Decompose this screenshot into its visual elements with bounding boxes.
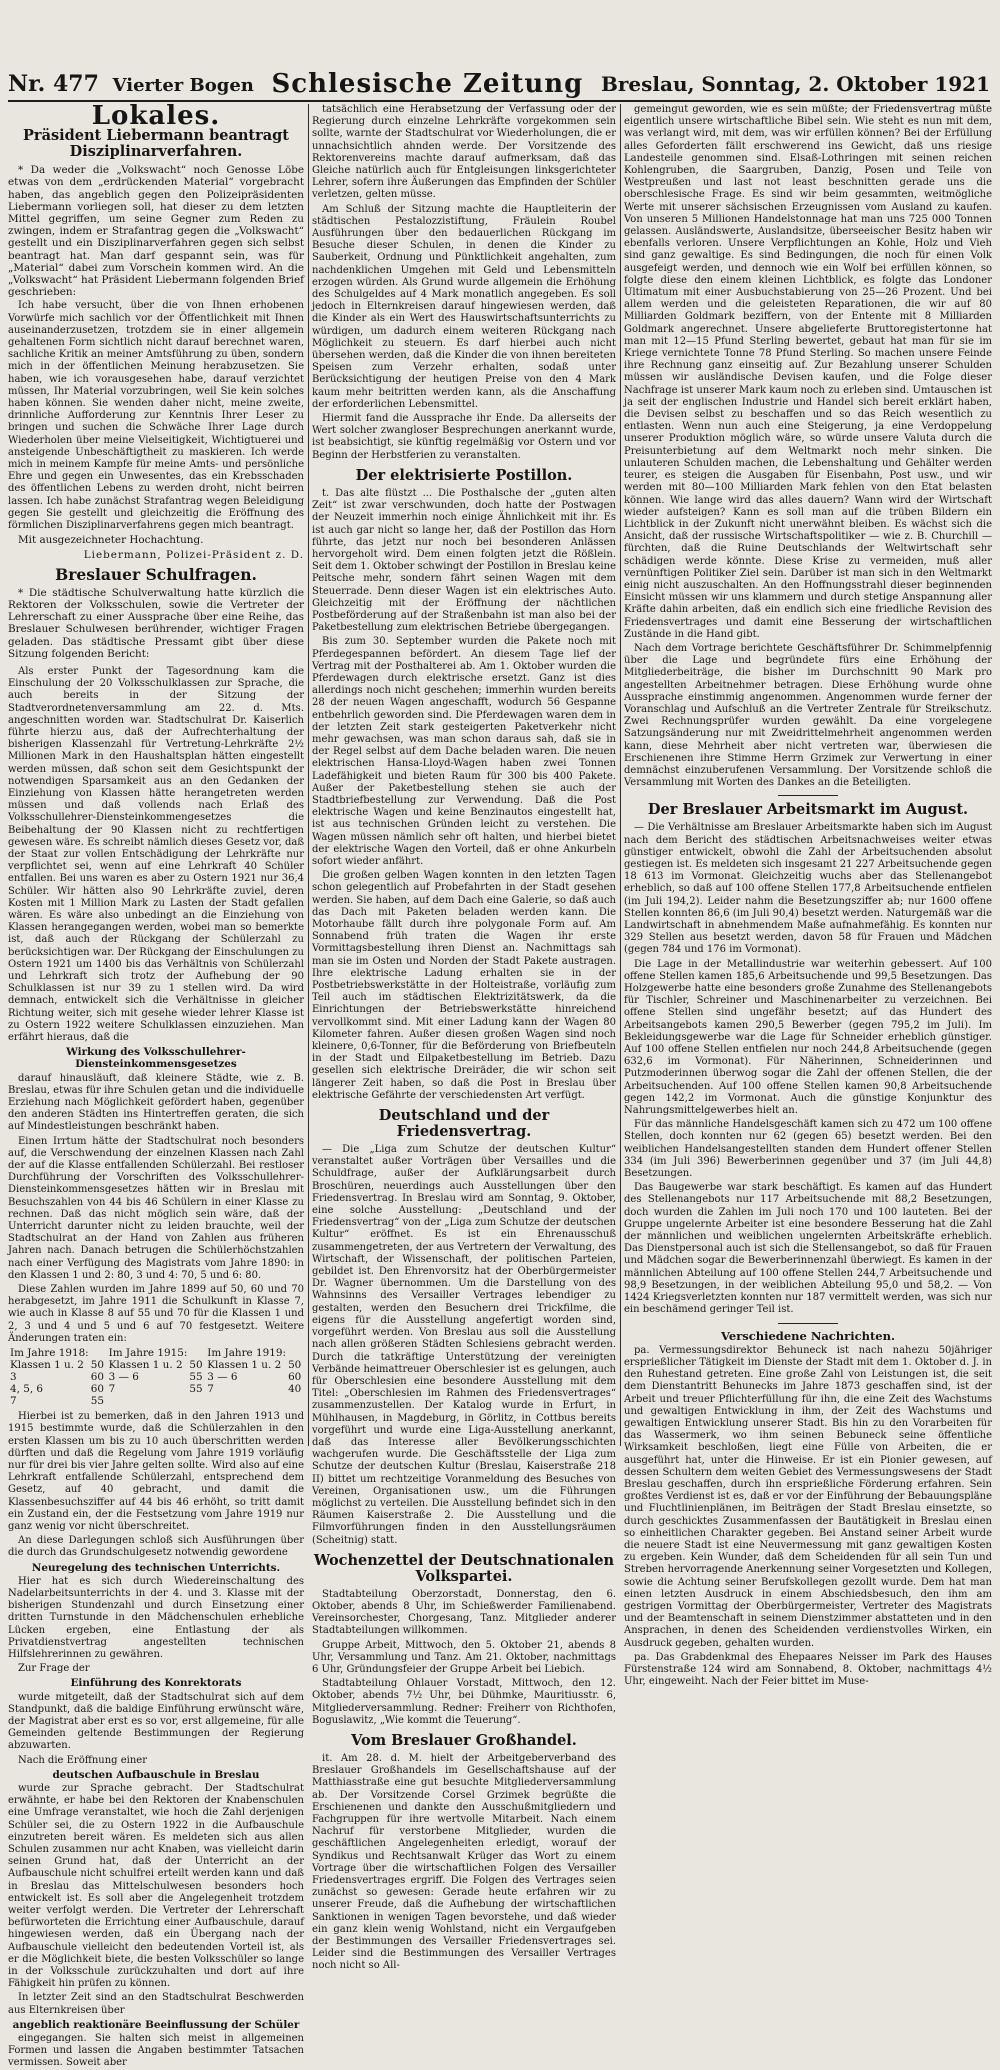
table-cell <box>205 1395 286 1407</box>
paragraph: Zur Frage der <box>18 1663 90 1675</box>
table-cell: Klassen 1 u. 2 <box>10 1359 84 1372</box>
signature: Liebermann, Polizei-Präsident z. D. <box>83 548 304 561</box>
paragraph: Nach die Eröffnung einer <box>18 1754 147 1766</box>
paragraph: Die großen gelben Wagen konnten in den letzten Tagen schon gelegentlich auf Probefahrten in der Stadt gesehen werden. Sie haben, auf dem Dach eine Galerie, so daß auch das Dach mit Paketen beladen werden kann. Die Motorhaube fällt durch ihre polygonale Form auf. Am Sonnabend früh traten die Wagen ihr erste Vormittagsbestellung ihren Dienst an. Nachmittags sah man sie im Osten und Norden der Stadt Pakete austragen. Ihre elektrische Ladung erhalten sie in der Postbetriebswerkstätte in der Holteistraße, vorläufig zum Teil auch im städtischen Elektrizitätswerk, da die Einrichtungen der Betriebswerkstätte hinreichend vervollkommt sind. Mit einer Ladung kann der Wagen 80 Kilometer fahren. Außer diesen großen Wagen sind noch kleinere, 0,6-Tonner, für die Beförderung von Briefbeuteln in der Stadt und Eilpaketbestellung im Betrieb. Dazu gesellen sich elektrische Dreiräder, die wir schon seit längerer Zeit haben, so daß die Post in Breslau über elektrische Gefährte der verschiedensten Art verfügt. <box>312 870 616 1101</box>
paragraph: Bis zum 30. September wurden die Pakete noch mit Pferdegespannen befördert. An diesem Tage lief der Vertrag mit der Posthalterei ab. Am 1. Oktober wurden die Pferdewagen durch elektrische ersetzt. Ganz ist dies allerdings noch nicht geschehen; immerhin wurden bereits 28 der neuen Wagen angeschafft, wodurch 56 Gespanne entbehrlich geworden sind. Die Pferdewagen waren dem in der letzten Zeit stark gesteigerten Paketverkehr nicht mehr gewachsen, was man schon daraus sah, daß sie in der Regel selbst auf dem Dache beladen waren. Die neuen elektrischen Hansa-Lloyd-Wagen haben zwei Tonnen Ladefähigkeit und bieten Raum für 300 bis 400 Pakete. Außer der Paketbestellung stehen sie auch der Stadtbriefbestellung zur Verwendung. Daß die Post elektrische Wagen und keine Benzinautos eingestellt hat, ist aus technischen Gründen leicht zu verstehen. Die Wagen müssen nämlich sehr oft halten, und hierbei bietet der elektrische Wagen den Vorteil, daß er ohne Ankurbeln sofort wieder anfährt. <box>312 636 616 867</box>
subheading: deutschen Aufbauschule in Breslau <box>52 1768 260 1781</box>
paragraph: Stadtabteilung Ohlauer Vorstadt, Mittwoch, den 12. Oktober, abends 7½ Uhr, bei Dühmke, Mauritiusstr. 6, Mitgliederversammlung. Redner: Freiherr von Richthofen, Boguslawitz, „Wie kommt die Teuerung“. <box>312 1678 616 1726</box>
paragraph: gemeingut geworden, wie es sein müßte; der Friedensvertrag müßte eigentlich unsere wirtschaftliche Bibel sein. Wie steht es nun mit dem, was verlangt wird, mit dem, was wir erfüllen können? Bei der Erfüllung alles Geforderten fällt erschwerend ins Gewicht, daß uns riesige Landesteile genommen sind. Elsaß-Lothringen mit seinen reichen Kohlengruben, die Saargruben, Danzig, Posen und Teile von Westpreußen und last not least beschnitten gerade uns die oberschlesische Frage. Es sind wir beim gesammten, weitmögliche Werte mit unserer sächsischen Erzeugnissen vom Ausland zu kaufen. Von unseren 5 Millionen Handelstonnage hat man uns 725 000 Tonnen gelassen. Ausländswerte, Auslandsitze, überseeischer Besitz haben wir ebenfalls verloren. Unsere Verpflichtungen an Kohle, Holz und Vieh sind ganz gewaltige. Es sind Bedingungen, die noch für einen Volk ausgefeigt werden, und dennoch wie ein Wolf bei erfüllen können, so folgte diese den einem kleinen Lichtblick, es folgte das Londoner Ultimatum mit einer Ausbuchstabierung von 25—26 Prozent. Und bei allem werden und die geleisteten Reparationen, die wir auf 80 Milliarden Goldmark beziffern, von der Entente mit 8 Milliarden Goldmark angerechnet. Unsere abgelieferte Bruttoregistertonne hat man mit 12—15 Pfund Sterling bewertet, gebaut hat man für sie im Kriege vernichtete Tonne 78 Pfund Sterling. So machen unsere Feinde ihre Rechnung ganz einseitig auf. Zur Bezahlung unserer Schulden müssen wir ausländische Devisen kaufen, und die Folge dieser Nachfrage ist unserer Mark kaum noch zu erleben sind. Umtauschen ist ja seit der englischen Industrie und Handel sich bereit erklärt haben, die Devisen selbst zu beschaffen und so das Reich wesentlich zu entlasten. Wenn nun auch eine Steigerung, ja eine Verdoppelung unserer Produktion möglich wäre, so würde unsere Valuta durch die Preisunterbietung auf dem Weltmarkt noch mehr sinken. Die unlauteren Schulden machen, die Lebenshaltung und Gehälter werden teurer, es steigen die Ausgaben für Eisenbahn, Post usw., und wir werden mit 80—100 Milliarden Mark fehlen von den Etat belasten können. Wie lange wird das alles dauern? Wann wird der Wirtschaft wieder aufsteigen? Kann es soll man auf die trüben Bildern ein Lichtblick in der Zukunft nicht unerwähnt bleiben. Es wächst sich die Ansicht, daß der russische Wirtschaftspolitiker — wie z. B. Churchill — fürchten, daß die Ruine Deutschlands der Weltwirtschaft sehr schädigen werde könnte. Diese Krise zu vermeiden, muß aller vernünftigen Politiker Ziel sein. Darüber ist man sich in den Weltmarkt einig nicht auszuschalten. An den Hoffnungsstrahl dieser beginnenden Einsicht müssen wir uns klammern und durch stetige Anspannung aller Kräfte dahin arbeiten, daß ein endlich sich eine friedliche Revision des Friedensvertrages und damit eine Besserung der wirtschaftlichen Zustände in die Hand gibt. <box>624 104 992 640</box>
table-header: Im Jahre 1915: <box>108 1347 188 1360</box>
table-cell: 7 <box>10 1395 17 1408</box>
article-title: Präsident Liebermann beantragt Disziplinarverfahren. <box>23 127 289 161</box>
dateline: Breslau, Sonntag, 2. Oktober 1921 <box>600 72 990 96</box>
paragraph: * Die städtische Schulverwaltung hatte kürzlich die Rektoren der Volksschulen, sowie die Vertreter der Lehrerschaft zu einer Aussprache über eine Reihe, das Breslauer Schulwesen berührender, wichtiger Fragen geladen. Das städtische Pressamt gibt über diese Sitzung folgenden Bericht: <box>8 586 304 660</box>
table-cell: 60 <box>90 1371 105 1384</box>
table-cell: 7 <box>207 1383 214 1396</box>
article-title: Wochenzettel der Deutschnationalen Volkspartei. <box>313 1551 615 1585</box>
column-rule <box>620 104 621 1446</box>
paragraph: pa. Vermessungsdirektor Behuneck ist nach nahezu 50jähriger ersprießlicher Tätigkeit im Dienste der Stadt mit dem 1. Oktober d. J. in den Ruhestand getreten. Eine große Zahl von Leistungen ist, die seit dem Dienstantritt Behunecks im Jahre 1873 geschaffen sind, ist der Arbeit und treuer Pflichterfüllung für ihn, die eine Zeit des Wachstums und gewaltigen Entwicklung in ihm, der Zeit des Wachstums und gewaltigen Entwicklung unserer Stadt. Bis hin zu den Vorarbeiten für das Wassermerk, wo ihm seinen Bebuneck seine öffentliche Wirksamkeit beschloßen, liegt eine Fülle von Arbeiten, die er ausgeführt hat, unter die Hinweise. Er ist ein Pionier gewesen, auf dessen Schultern dem weiten Gebiet des Vermessungswesens der Stadt Breslau geschaffen, durch ihn ersprießliche Förderung erfahren. Sein großtes Verdienst ist es, daß er vor der Einführung der Bebauungspläne und Fluchtlinienplänen, im Beiträgen der Stadt Breslau einsetzte, so durch geschicktes Zusammenfassen der Bautätigkeit in Breslau einen so einheitlichen Charakter gegeben. Bei Anstand seiner Arbeit wurde die neuere Stadt ist eine Neuvermessung mit ganz gewaltigen Kosten zu ergeben. Kein Wunder, daß dem Scheidenden für all sein Tun und Streben hervorragende Anerkennung seiner Vorgesetzten und Kollegen, sowie die Achtung seiner Berufskollegen gezollt wurde. Dem hat man einen letzten Ausdruck in einem Abschiedsbesuch, den ihm am gestrigen Vormittag der Oberbürgermeister, Vertreter des Magistrats und der Beamtenschaft in seinem Dienstzimmer abstatteten und in den Ansprachen, in denen des Scheidenden verdienstvolles Wirken, ein Ausdruck gegeben, gehalten wurden. <box>624 1344 992 1649</box>
paragraph: Für das männliche Handelsgeschäft kamen sich zu 472 um 100 offene Stellen, doch konnten nur 62 (gegen 65) besetzt werden. Bei den weiblichen Handelsangestellten standen dem Hundert offener Stellen 334 (im Juli 396) Bewerberinnen gegenüber und 37 (im Juli 44,8) Besetzungen. <box>624 1119 992 1180</box>
paragraph: Das Baugewerbe war stark beschäftigt. Es kamen auf das Hundert des Stellenangebots nur 117 Arbeitsuchende mit 88,2 Besetzungen, doch wurden die Zahlen im Juli noch 170 und 100 lauteten. Bei der Gruppe ungelernte Arbeiter ist eine besondere Besserung hat die Zahl der männlichen und weiblichen ungelernten Arbeitskräfte erheblich. Das Dienstpersonal auch ist sich die Stellensangebot, so daß für Frauen und Mädchen sogar die Bewerberinnenzahl überwiegt. Es kamen in der männlichen Abteilung auf 100 offene Stellen 244,7 Arbeitsuchende und 98,9 Besetzungen, in der weiblichen Abteilung 95,0 und 58,2. — Von 1424 Kriegsverletzten konnten nur 187 vermittelt werden, was sich nur ein beschämend geringer Teil ist. <box>624 1182 992 1316</box>
table-cell: 3 — 6 <box>207 1371 238 1384</box>
article-title: Verschiedene Nachrichten. <box>721 1328 895 1343</box>
article-title: Deutschland und der Friedensvertrag. <box>378 1107 550 1141</box>
paragraph: Stadtabteilung Oberzorstadt, Donnerstag, den 6. Oktober, abends 8 Uhr, im Schießwerder Familienabend. Vereinsorchester, Chorgesang, Tanz. Mitglieder anderer Stadtabteilungen willkommen. <box>312 1588 616 1637</box>
paragraph: Als erster Punkt der Tagesordnung kam die Einschulung der 20 Volksschulklassen zur Sprache, die auch bereits in der Sitzung der Stadtverordnetenversammlung am 22. d. Mts. angeschnitten worden war. Stadtschulrat Dr. Kaiserlich führte hierzu aus, daß der Aufrechterhaltung der bisherigen Klassenzahl für Vertretung-Lehrkräfte 2½ Millionen Mark in den Haushaltsplan hätten eingestellt werden müssen, daß schon seit dem Gesichtspunkt der notwendigen Sparsamkeit aus an den Gedanken der Einziehung von Klassen hätte herangetreten werden müssen und daß vollends nach Erlaß des Volksschullehrer-Diensteinkommengesetzes die Beibehaltung der 90 Klassen nicht zu rechtfertigen gewesen wäre. Es schreibt nämlich dieses Gesetz vor, daß der Staat zur vollen Entschädigung der Lehrkräfte nur verpflichtet sei, wenn auf eine Lehrkraft 40 Schüler entfallen. Bei uns waren es aber zu Ostern 1921 nur 36,4 Schüler. Wir hätten also 90 Lehrkräfte zuviel, deren Kosten mit 1 Million Mark zu Lasten der Stadt gefallen wären. Es wäre also unbedingt an die Einziehung von Klassen herangegangen werden, wobei man so bemerkte ist, daß auch der Rückgang der Schülerzahl zu berücksichtigen war. Der Rückgang der Einschulungen zu Ostern 1921 um 1400 bis das Verhältnis von Schülerzahl und Lehrkraft sich trotz der Aufhebung der 90 Schulklassen ist nur 39 zu 1 stellen wird. Da wird demnach, entwickelt sich die Verhältnisse in gleicher Richtung weiter, sich mit gesehe wieder lehrer Klasse ist zu Ostern 1922 weitere Schulklassen einzuziehen. Man erfährt hieraus, daß die <box>8 665 304 1044</box>
table-header: Im Jahre 1918: <box>10 1347 89 1360</box>
table-row <box>8 1359 304 1371</box>
table-cell: 40 <box>288 1383 302 1396</box>
subheading: Wirkung des Volksschullehrer-Diensteinkommensgesetzes <box>66 1046 246 1071</box>
table-cell: 50 <box>288 1359 302 1372</box>
class-size-table <box>8 1347 304 1407</box>
section-title: Lokales. <box>91 101 221 131</box>
paragraph: An diese Darlegungen schloß sich Ausführungen über die durch das Grundschulgesetz notwendig gewordene <box>8 1535 304 1559</box>
article-title: Vom Breslauer Großhandel. <box>351 1731 577 1749</box>
paragraph: t. Das alte flüstzt ... Die Posthalsche der „guten alten Zeit“ ist zwar verschwunden, doch hatte der Postwagen der Neuzeit immerhin noch einige Ähnlichkeit mit ihr. Es ist auch gar nicht so lange her, daß der Postillon das Horn führte, das jetzt nur noch bei besonderen Anlässen hervorgeholt wird. Dem einen folgten jetzt die Rößlein. Seit dem 1. Oktober schwingt der Postillon in Breslau keine Peitsche mehr, sondern fährt seinen Wagen mit dem Steuerrade. Denn dieser Wagen ist ein elektrisches Auto. Gleichzeitig mit der Eröffnung der nächtlichen Postbeförderung auf der Straßenbahn ist man also bei der Paketbestellung zum elektrischen Betriebe übergegangen. <box>312 487 616 634</box>
paragraph: eingegangen. Sie halten sich meist in allgemeinen Formen und lassen die Angaben bestimmter Tatsachen vermissen. Soweit aber <box>8 2033 304 2069</box>
column-3 <box>624 104 992 1688</box>
paragraph: Einen Irrtum hätte der Stadtschulrat noch besonders auf, die Verschwendung der einzelnen Klassen nach Zahl der auf die Klasse entfallenden Schülerzahl. Bei restloser Durchführung der Vorschriften des Volksschullehrer-Diensteinkommensgesetzes hätten wir in Breslau mit Besuchszahlen von 44 bis 46 Schülern in einer Klasse zu rechnen. Daß das nicht möglich sein wäre, daß der Unterricht darunter nicht zu leiden brauchte, weil der Stadtschulrat an der Hand von Zahlen aus früheren Jahren nach. Danach betrugen die Schülerhöchstzahlen nach einer Verfügung des Magistrats vom Jahre 1890: in den Klassen 1 und 2: 80, 3 und 4: 70, 5 und 6: 80. <box>8 1135 304 1281</box>
table-cell: 55 <box>90 1395 105 1408</box>
table-row <box>8 1395 304 1407</box>
table-header-row <box>8 1347 304 1359</box>
paragraph: — Die Verhältnisse am Breslauer Arbeitsmarkte haben sich im August nach dem Bericht des städtischen Arbeitsnachweises weiter etwas günstiger entwickelt, obwohl die Zahl der Arbeitsuchenden absolut gestiegen ist. Es meldeten sich insgesamt 21 227 Arbeitsuchende gegen 18 613 im Vormonat. Gleichzeitig wuchs aber das Stellenangebot erheblich, so daß auf 100 offene Stellen 177,8 Arbeitsuchende entfielen (im Juli 194,2). Leider nahm die Besetzungsziffer ab; nur 1600 offene Stellen konnten 86,6 (im Juli 90,4) besetzt werden. Naturgemäß war die Landwirtschaft in abnehmendem Maße aufnahmefähig. Es konnten nur 329 Stellen aus besetzt werden, davon 58 für Frauen und Mädchen (gegen 784 und 176 im Vormonat). <box>624 822 992 956</box>
table-cell: 55 <box>189 1383 203 1396</box>
issue-info <box>8 71 254 97</box>
table-cell <box>286 1395 304 1407</box>
subheading: Neuregelung des technischen Unterrichts. <box>31 1561 281 1574</box>
masthead <box>8 68 990 102</box>
table-row <box>8 1383 304 1395</box>
table-header: Im Jahre 1919: <box>207 1347 286 1360</box>
paragraph: Hierbei ist zu bemerken, daß in den Jahren 1913 und 1915 bestimmte wurde, daß die Schülerzahlen in den ersten Klassen um bis zu 10 auch überschritten werden dürften und daß die Regelung vom Jahre 1919 vorläufig nur für drei bis vier Jahre gelten sollte. Wird also auf eine Lehrkraft entfallende Schülerzahl, entsprechend dem Gesetz, auf 40 gebracht, und damit die Klassenbesuchsziffer auf 44 bis 46 erhöht, so tritt damit ein Zustand ein, der die Festsetzung vom Jahre 1919 nur ganz wenig vor nicht überschreitet. <box>8 1411 304 1532</box>
paragraph: wurde mitgeteilt, daß der Stadtschulrat sich auf dem Standpunkt, daß die baldige Einführung erwünscht wäre, der Magistrat aber erst es so vor, erst allgemeine, für alle Gemeinden geltende Bestimmungen der Regierung abzuwarten. <box>8 1691 304 1752</box>
paragraph: Mit ausgezeichneter Hochachtung. <box>18 534 204 547</box>
subheading: Einführung des Konrektorats <box>70 1677 242 1690</box>
article-title: Breslauer Schulfragen. <box>55 564 257 584</box>
letter-text: Ich habe versucht, über die von Ihnen erhobenen Vorwürfe mich sachlich vor der Öffentlichkeit mit Ihnen auseinanderzusetzen, trotzdem sie in einer allgemein gehaltenen Form sichtlich nicht darauf berechnet waren, sachliche Kritik an meiner Amtsführung zu üben, sondern mich in der öffentlichen Meinung herabzusetzen. Sie haben, wie ich vorausgesehen habe, darauf verzichtet müssen, Ihr Material vorzubringen, weil Sie kein solches haben können. Sie wenden daher nicht, meine zweite, drinnliche Aufforderung zur Kenntnis Ihrer Leser zu bringen und suchen die Schwäche Ihrer Lage durch Wiederholen über meine Vielseitigkeit, Wichtigtuerei und ansteigende Unbeschäftigtheit zu maskieren. Ich werde mich in meinem Kampfe für meine Amts- und persönliche Ehre und gegen ein Unwesentes, das ein Krebsschaden des öffentlichen Lebens zu werden droht, nicht beirren lassen. Ich habe zunächst Strafantrag wegen Beleidigung gegen Sie gestellt und gleichzeitig die Eröffnung des förmlichen Disziplinarverfahrens gegen mich beantragt. <box>8 300 304 532</box>
issue-number: Nr. 477 <box>8 71 99 97</box>
paragraph: Die Lage in der Metallindustrie war weiterhin gebessert. Auf 100 offene Stellen kamen 185,6 Arbeitsuchende und 99,5 Besetzungen. Das Holzgewerbe hatte eine besonders große Zunahme des Stellenangebots für Tischler, Schreiner und Maschinenarbeiter zu verzeichnen. Bei offene Stellen sind ungefähr besetzt; auf das Hundert des Arbeitsangebots kamen 290,5 Bewerber (gegen 795,2 im Juli). Im Bekleidungsgewerbe war die Lage für Schneider erheblich günstiger. Auf 100 offene Stellen entfielen nur noch 244,8 Arbeitsuchende (gegen 632,6 im Vormonat). Für Näherinnen, Schneiderinnen und Putzmoderinnen überwog sogar die Zahl der offenen Stellen, die der Arbeitsuchenden. Auf 100 offene Stellen kamen 90,8 Arbeitsuchende gegen 142,2 im Vormonat. Auch die günstige Konjunktur des Nahrungsmittelgewerbes hielt an. <box>624 958 992 1117</box>
table-cell <box>107 1395 188 1407</box>
table-cell: 50 <box>189 1359 203 1372</box>
paragraph: Diese Zahlen wurden im Jahre 1899 auf 50, 60 und 70 herabgesetzt, im Jahre 1911 die Schulkunft in Klasse 7, wie auch in Klasse 8 auf 55 und 70 für die Klassen 1 und 2, 3 und 4 und 5 und 6 auf 70 festgesetzt. Weitere Änderungen traten ein: <box>8 1284 304 1344</box>
article-title: Der elektrisierte Postillon. <box>355 466 573 484</box>
article-title: Der Breslauer Arbeitsmarkt im August. <box>647 801 969 819</box>
paragraph: Am Schluß der Sitzung machte die Hauptleiterin der städtischen Pestalozzistiftung, Fräulein Roubel Ausführungen über den bedauerlichen Rückgang im Besuche dieser Schulen, in denen die Kinder zu Sauberkeit, Ordnung und Pünktlichkeit angehalten, zum nachdenklichen Umgehen mit Geld und Lebensmitteln erzogen würden. Als Grund wurde allgemein die Erhöhung des Schulgeldes auf 4 Mark monatlich angegeben. Es soll jedoch in Elternkreisen darauf hingewiesen werden, daß die Kinder als ein Wert des Hauswirtschaftsunterrichts zu würdigen, um dadurch einem weiteren Rückgang nach Möglichkeit zu steuern. Es darf hierbei auch nicht übersehen werden, daß die Kinder die von ihnen bereiteten Speisen zum Verzehr erhalten, sodaß unter Berücksichtigung der heutigen Preise von den 4 Mark kaum mehr beitritten werden kann, als die Anschaffung der erforderlichen Lebensmittel. <box>312 203 616 410</box>
divider <box>778 1323 838 1324</box>
paragraph: * Da weder die „Volkswacht“ noch Genosse Löbe etwas von dem „erdrückenden Material“ vorgebracht haben, das angeblich gegen den Polizeipräsidenten Liebermann vorliegen soll, hat dieser zu dem letzten Mittel gegriffen, um seine Gegner zum Reden zu zwingen, indem er Strafantrag gegen die „Volkswacht“ gestellt und ein Disziplinarverfahren gegen sich selbst beantragt hat. Man darf gespannt sein, was für „Material“ dabei zum Vorschein kommen wird. An die „Volkswacht“ hat Präsident Liebermann folgenden Brief geschrieben: <box>8 164 304 299</box>
column-rule <box>308 104 309 1446</box>
column-1 <box>8 101 304 2069</box>
divider <box>778 795 838 796</box>
paragraph: Hier hat es sich durch Wiedereinschaltung des Nadelarbeitsunterrichts in der 4. und 3. Klasse mit der bisherigen Stundenzahl und durch Einsetzung einer dritten Turnstunde in den Mädchenschulen erhebliche Lücken ergeben, eine Entlastung der als Privatdienstvertrag angestellten technischen Hilfslehrerinnen zu gewähren. <box>8 1575 304 1660</box>
table-cell: Klassen 1 u. 2 <box>207 1359 282 1372</box>
paragraph: wurde zur Sprache gebracht. Der Stadtschulrat erwähnte, er habe bei den Rektoren der Knabenschulen eine Umfrage veranstaltet, wie hoch die Zahl derjenigen Schüler sei, die zu Ostern 1922 in die Aufbauschule einzutreten bereit wären. Es meldeten sich aus allen Schulen zusammen nur acht Knaben, was vielleicht darin seinen Grund hat, daß der Unterricht an der Aufbauschule nicht schulfrei erteilt werden kann und daß in Breslau das Mittelschulwesen besonders hoch entwickelt ist. Es soll aber die Angelegenheit trotzdem weiter verfolgt werden. Die Vertreter der Lehrerschaft befürworteten die Errichtung einer Aufbauschule, darauf hingewiesen werden, daß ein Übergang nach der Aufbauschule vielleicht den bedeutenden Vorteil ist, als er die Möglichkeit biete, die besten Volksschüler so lange in der Volksschule zurückzuhalten und dort auf ihre Fähigkeit hin prüfen zu können. <box>8 1782 304 1990</box>
paragraph: pa. Das Grabdenkmal des Ehepaares Neisser im Park des Hauses Fürstenstraße 124 wird am Sonnabend, 8. Oktober, nachmittags 4½ Uhr, eingeweiht. Nach der Feier bittet im Muse- <box>624 1651 992 1688</box>
sheet-label: Vierter Bogen <box>112 75 254 96</box>
paragraph: tatsächlich eine Herabsetzung der Verfassung oder der Regierung durch einzelne Lehrkräfte vorgekommen sein sollte, warnte der Stadtschulrat vor Wiederholungen, die er unnachsichtlich ahnden werde. Der Vorsitzende des Rektorenvereins machte darauf aufmerksam, daß das Gleiche natürlich auch für Entgleisungen linksgerichteter Lehrer, sofern ihre Äußerungen das Empfinden der Schüler verletzen, gelten müsse. <box>312 104 616 201</box>
table-cell: Klassen 1 u. 2 <box>108 1359 183 1372</box>
table-cell: 50 <box>90 1359 105 1372</box>
table-cell: 60 <box>90 1383 105 1396</box>
paragraph: Nach dem Vortrage berichtete Geschäftsführer Dr. Schimmelpfennig über die Lage und begründete fürs eine Erhöhung der Mitgliederbeiträge, die bisher im Durchschnitt 90 Mark pro angestellten Arbeitnehmer betragen. Diese Erhöhung wurde ohne Aussprache einstimmig angenommen. Angenommen wurde ferner der Voranschlag und Aufschluß an die Vertreter Zentrale für Streikschutz. Zwei Rechnungsprüfer wurden gewählt. Da eine vorgelegene Satzungsänderung nur mit Zweidrittelmehrheit angenommen werden kann, diese Mehrheit aber nicht vertreten war, überwiesen die Erschienenen ihre Stimme Herrn Grzimek zur Verwertung in einer demnächst einzuberufenen Versammlung. Der Vorsitzende schloß die Versammlung mit Worten des Dankes an die Beteiligten. <box>624 642 992 789</box>
column-2 <box>312 104 616 1972</box>
table-cell: 3 <box>10 1371 17 1384</box>
table-cell: 4, 5, 6 <box>10 1383 44 1396</box>
subheading: angeblich reaktionäre Beeinflussung der Schüler <box>12 2018 300 2031</box>
paragraph: Gruppe Arbeit, Mittwoch, den 5. Oktober 21, abends 8 Uhr, Versammlung und Tanz. Am 21. Oktober, nachmittags 6 Uhr, Gründungsfeier der Gruppe Arbeit bei Liebich. <box>312 1639 616 1675</box>
paragraph: In letzter Zeit sind an den Stadtschulrat Beschwerden aus Elternkreisen über <box>8 1992 304 2016</box>
paragraph: Hiermit fand die Aussprache ihr Ende. Da allerseits der Wert solcher zwangloser Besprechungen anerkannt wurde, ist beabsichtigt, sie künftig regelmäßig vor Ostern und vor Beginn der Herbstferien zu veranstalten. <box>312 413 616 461</box>
table-cell <box>187 1395 205 1407</box>
paragraph: — Die „Liga zum Schutze der deutschen Kultur“ veranstaltet außer Vorträgen über Versailles und die Schuldfrage, außer der Aufklärungsarbeit durch Broschüren, neuerdings auch Ausstellungen über den Friedensvertrag. In Breslau wird am Sonntag, 9. Oktober, eine solche Ausstellung: „Deutschland und der Friedensvertrag“ von der „Liga zum Schutze der deutschen Kultur“ eröffnet. Es ist ein Ehrenausschuß zusammengetreten, der aus Vertretern der Verwaltung, des Wirtschaft, der Wissenschaft, der politischen Parteien, gebildet ist. Den Ehrenvorsitz hat der Oberbürgermeister Dr. Wagner übernommen. Um die Darstellung von des Wahnsinns des Versailler Vertrages lebendiger zu gestalten, werden den Besuchern drei Trickfilme, die eigens für die Ausstellung angefertigt worden sind, vorgeführt werden. Von Breslau aus soll die Ausstellung nach allen größeren Städten Schlesiens gebracht werden. Durch die tatkräftige Unterstützung der vereinigten Verbände heimattreuer Oberschlesier ist es gelungen, auch für Oberschlesien eine besondere Ausstellung mit dem Titel: „Oberschlesien im Rahmen des Friedensvertrages“ zusammenzustellen. Der Katalog wurde in Erfurt, in Mühlhausen, in Magdeburg, in Görlitz, in Cottbus bereits vorgeführt und wurde eine Liga-Ausstellung anerkannt, daß das Interesse aller Bevölkerungsschichten wachgerufen wurde. Die Geschäftsstelle der Liga zum Schutze der deutschen Kultur (Breslau, Kaiserstraße 218 II) bittet um rechtzeitige Voranmeldung des Besuches von Vereinen, Organisationen usw., um die Führungen möglichst zu verteilen. Die Ausstellung befindet sich in den Räumen Kaiserstraße 2. Die Ausstellung und die Filmvorführungen finden in den Ausstellungsräumen (Scheitnig) statt. <box>312 1144 616 1546</box>
paragraph: it. Am 28. d. M. hielt der Arbeitgeberverband des Breslauer Großhandels im Gesellschaftshause auf der Matthiasstraße eine gut besuchte Mitgliederversammlung ab. Der Vorsitzende Corsel Grzimek begrüßte die Erschienenen und dankte den Ausschußmitgliedern und Fachgruppen für ihre wertvolle Mitarbeit. Nach einem Nachruf für verstorbene Mitglieder, wurden die geschäftlichen Angelegenheiten erledigt, worauf der Syndikus und Rechtsanwalt Krüger das Wort zu einem Vortrage über die wirtschaftlichen Folgen des Versailler Friedensvertrages ergriff. Die Folgen des Vertrages seien zunächst so gewesen: Gerade heute erfahren wir zu unserer Freude, daß die Aufhebung der wirtschaftlichen Sanktionen in wenigen Tagen bevorstehe, und daß wieder ein ganz klein wenig Wohlstand, nicht ein Vergaufgeben der Bestimmungen des Versailler Friedensvertrages sei. Leider sind die Bestimmungen des Versailler Vertrages noch nicht so All- <box>312 1752 616 1972</box>
table-row <box>8 1371 304 1383</box>
table-cell: 7 <box>108 1383 116 1396</box>
table-cell: 3 — 6 <box>108 1371 139 1384</box>
paragraph: darauf hinausläuft, daß kleinere Städte, wie z. B. Breslau, etwas für ihre Schulen getan und die individuelle Erziehung nach Möglichkeit gefördert haben, gegenüber den anderen Städten ins Hintertreffen geraten, die sich auf Mindestleistungen beschränkt haben. <box>8 1072 304 1133</box>
table-cell: 55 <box>189 1371 203 1384</box>
table-cell: 60 <box>288 1371 302 1384</box>
newspaper-title: Schlesische Zeitung <box>271 69 584 99</box>
